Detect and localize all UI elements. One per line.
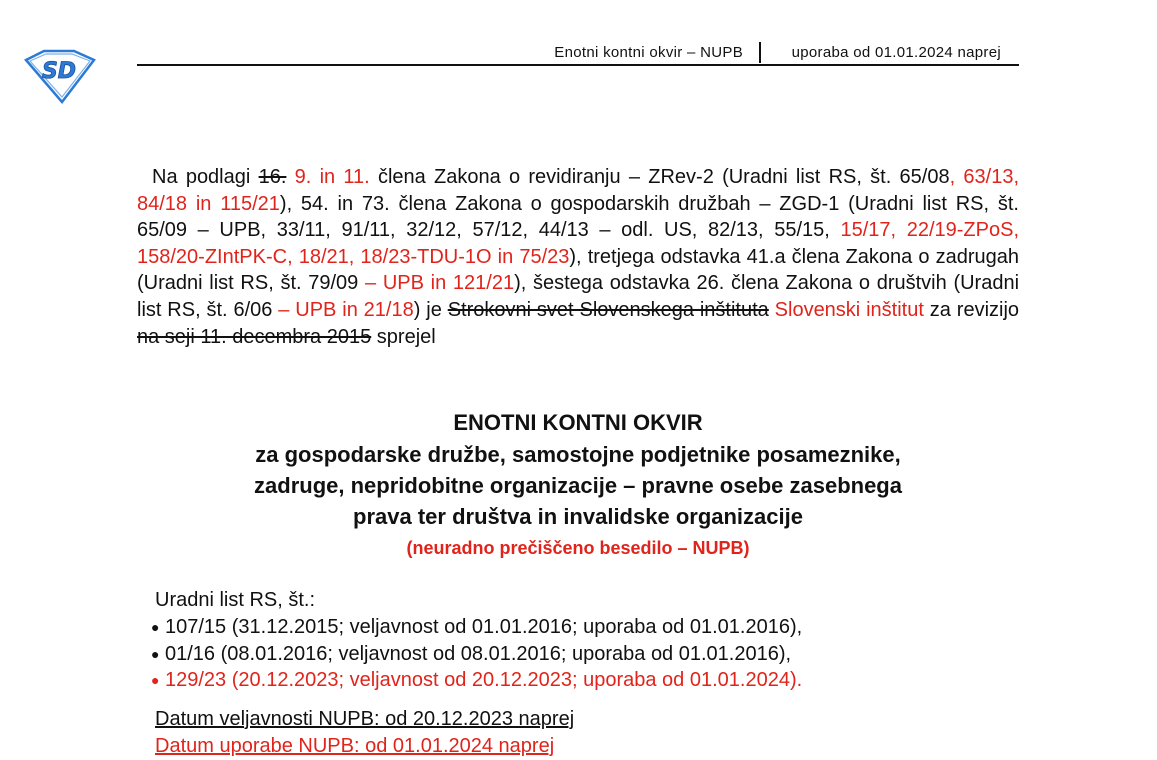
inserted-text: , 63/13, 84/18 in 115/21: [137, 166, 1020, 215]
preamble-text: ), 54. in 73. člena Zakona o gospodarskih družbah – ZGD-1 (Uradni list RS, št. 65/09 – UPB, 33/11, 91/11, 32/12, 57/12, 44/13 – odl. US, 82/13, 55/15,: [137, 192, 1019, 242]
inserted-text: – UPB in 121/21: [365, 272, 515, 295]
inserted-text: – UPB in 21/18: [278, 298, 414, 321]
document-title-line: prava ter društva in invalidske organizacije: [353, 504, 803, 529]
document-subtitle: (neuradno prečiščeno besedilo – NUPB): [406, 538, 750, 558]
deleted-text: na seji 11. decembra 2015: [137, 325, 372, 348]
document-title: ENOTNI KONTNI OKVIR: [453, 410, 703, 435]
preamble-text: ), šestega odstavka 26. člena Zakona o društvih (Uradni list RS, št. 6/06: [137, 272, 1020, 321]
gazette-label: Uradni list RS, št.:: [155, 589, 316, 611]
gazette-item: [151, 667, 1015, 694]
gazette-item-text: 01/16 (08.01.2016; veljavnost od 08.01.2016; uporaba od 01.01.2016),: [165, 642, 792, 665]
preamble-text: Na podlagi: [152, 166, 251, 188]
inserted-text: 15/17, 22/19-ZPoS, 158/20-ZIntPK-C, 18/21, 18/23-TDU-1O in 75/23: [137, 219, 1020, 268]
bullet-icon: ●: [151, 672, 160, 688]
nupb-dates: [155, 706, 574, 760]
gazette-item: [151, 614, 1015, 641]
usage-date: Datum uporabe NUPB: od 01.01.2024 naprej: [155, 735, 555, 757]
gazette-references: [151, 586, 1015, 694]
deleted-text: Strokovni svet Slovenskega inštituta: [447, 298, 769, 321]
preamble-text: ) je: [413, 298, 442, 321]
document-title-line: zadruge, nepridobitne organizacije – pravne osebe zasebnega: [254, 473, 902, 498]
document-title-line: za gospodarske družbe, samostojne podjetnike posameznike,: [255, 442, 901, 467]
logo-text: SD: [41, 59, 77, 84]
bullet-icon: ●: [151, 619, 160, 635]
preamble-text: sprejel: [376, 325, 436, 348]
preamble-text: za revizijo: [929, 298, 1020, 321]
gazette-item-text: 107/15 (31.12.2015; veljavnost od 01.01.2016; uporaba od 01.01.2016),: [165, 616, 803, 638]
validity-date: Datum veljavnosti NUPB: od 20.12.2023 naprej: [155, 708, 575, 730]
header-usage-date: uporaba od 01.01.2024 naprej: [791, 44, 1001, 61]
gazette-item-text: 129/23 (20.12.2023; veljavnost od 20.12.2023; uporaba od 01.01.2024).: [165, 669, 803, 691]
gazette-list: [151, 614, 1015, 694]
preamble-text: ), tretjega odstavka 41.a člena Zakona o zadrugah (Uradni list RS, št. 79/09: [137, 245, 1019, 295]
header-title: Enotni kontni okvir – NUPB: [554, 44, 743, 61]
bullet-icon: ●: [151, 645, 160, 662]
institute-logo: [22, 48, 96, 104]
inserted-text: 9. in 11.: [294, 166, 370, 188]
preamble-paragraph: [137, 164, 1019, 350]
page-header: [137, 42, 1019, 66]
deleted-text: 16.: [258, 166, 287, 188]
header-separator: [759, 42, 761, 63]
gazette-item: [151, 641, 1015, 668]
preamble-text: člena Zakona o revidiranju – ZRev-2 (Uradni list RS, št. 65/08: [377, 166, 950, 188]
inserted-text: Slovenski inštitut: [774, 298, 924, 321]
document-title-block: [137, 407, 1019, 562]
